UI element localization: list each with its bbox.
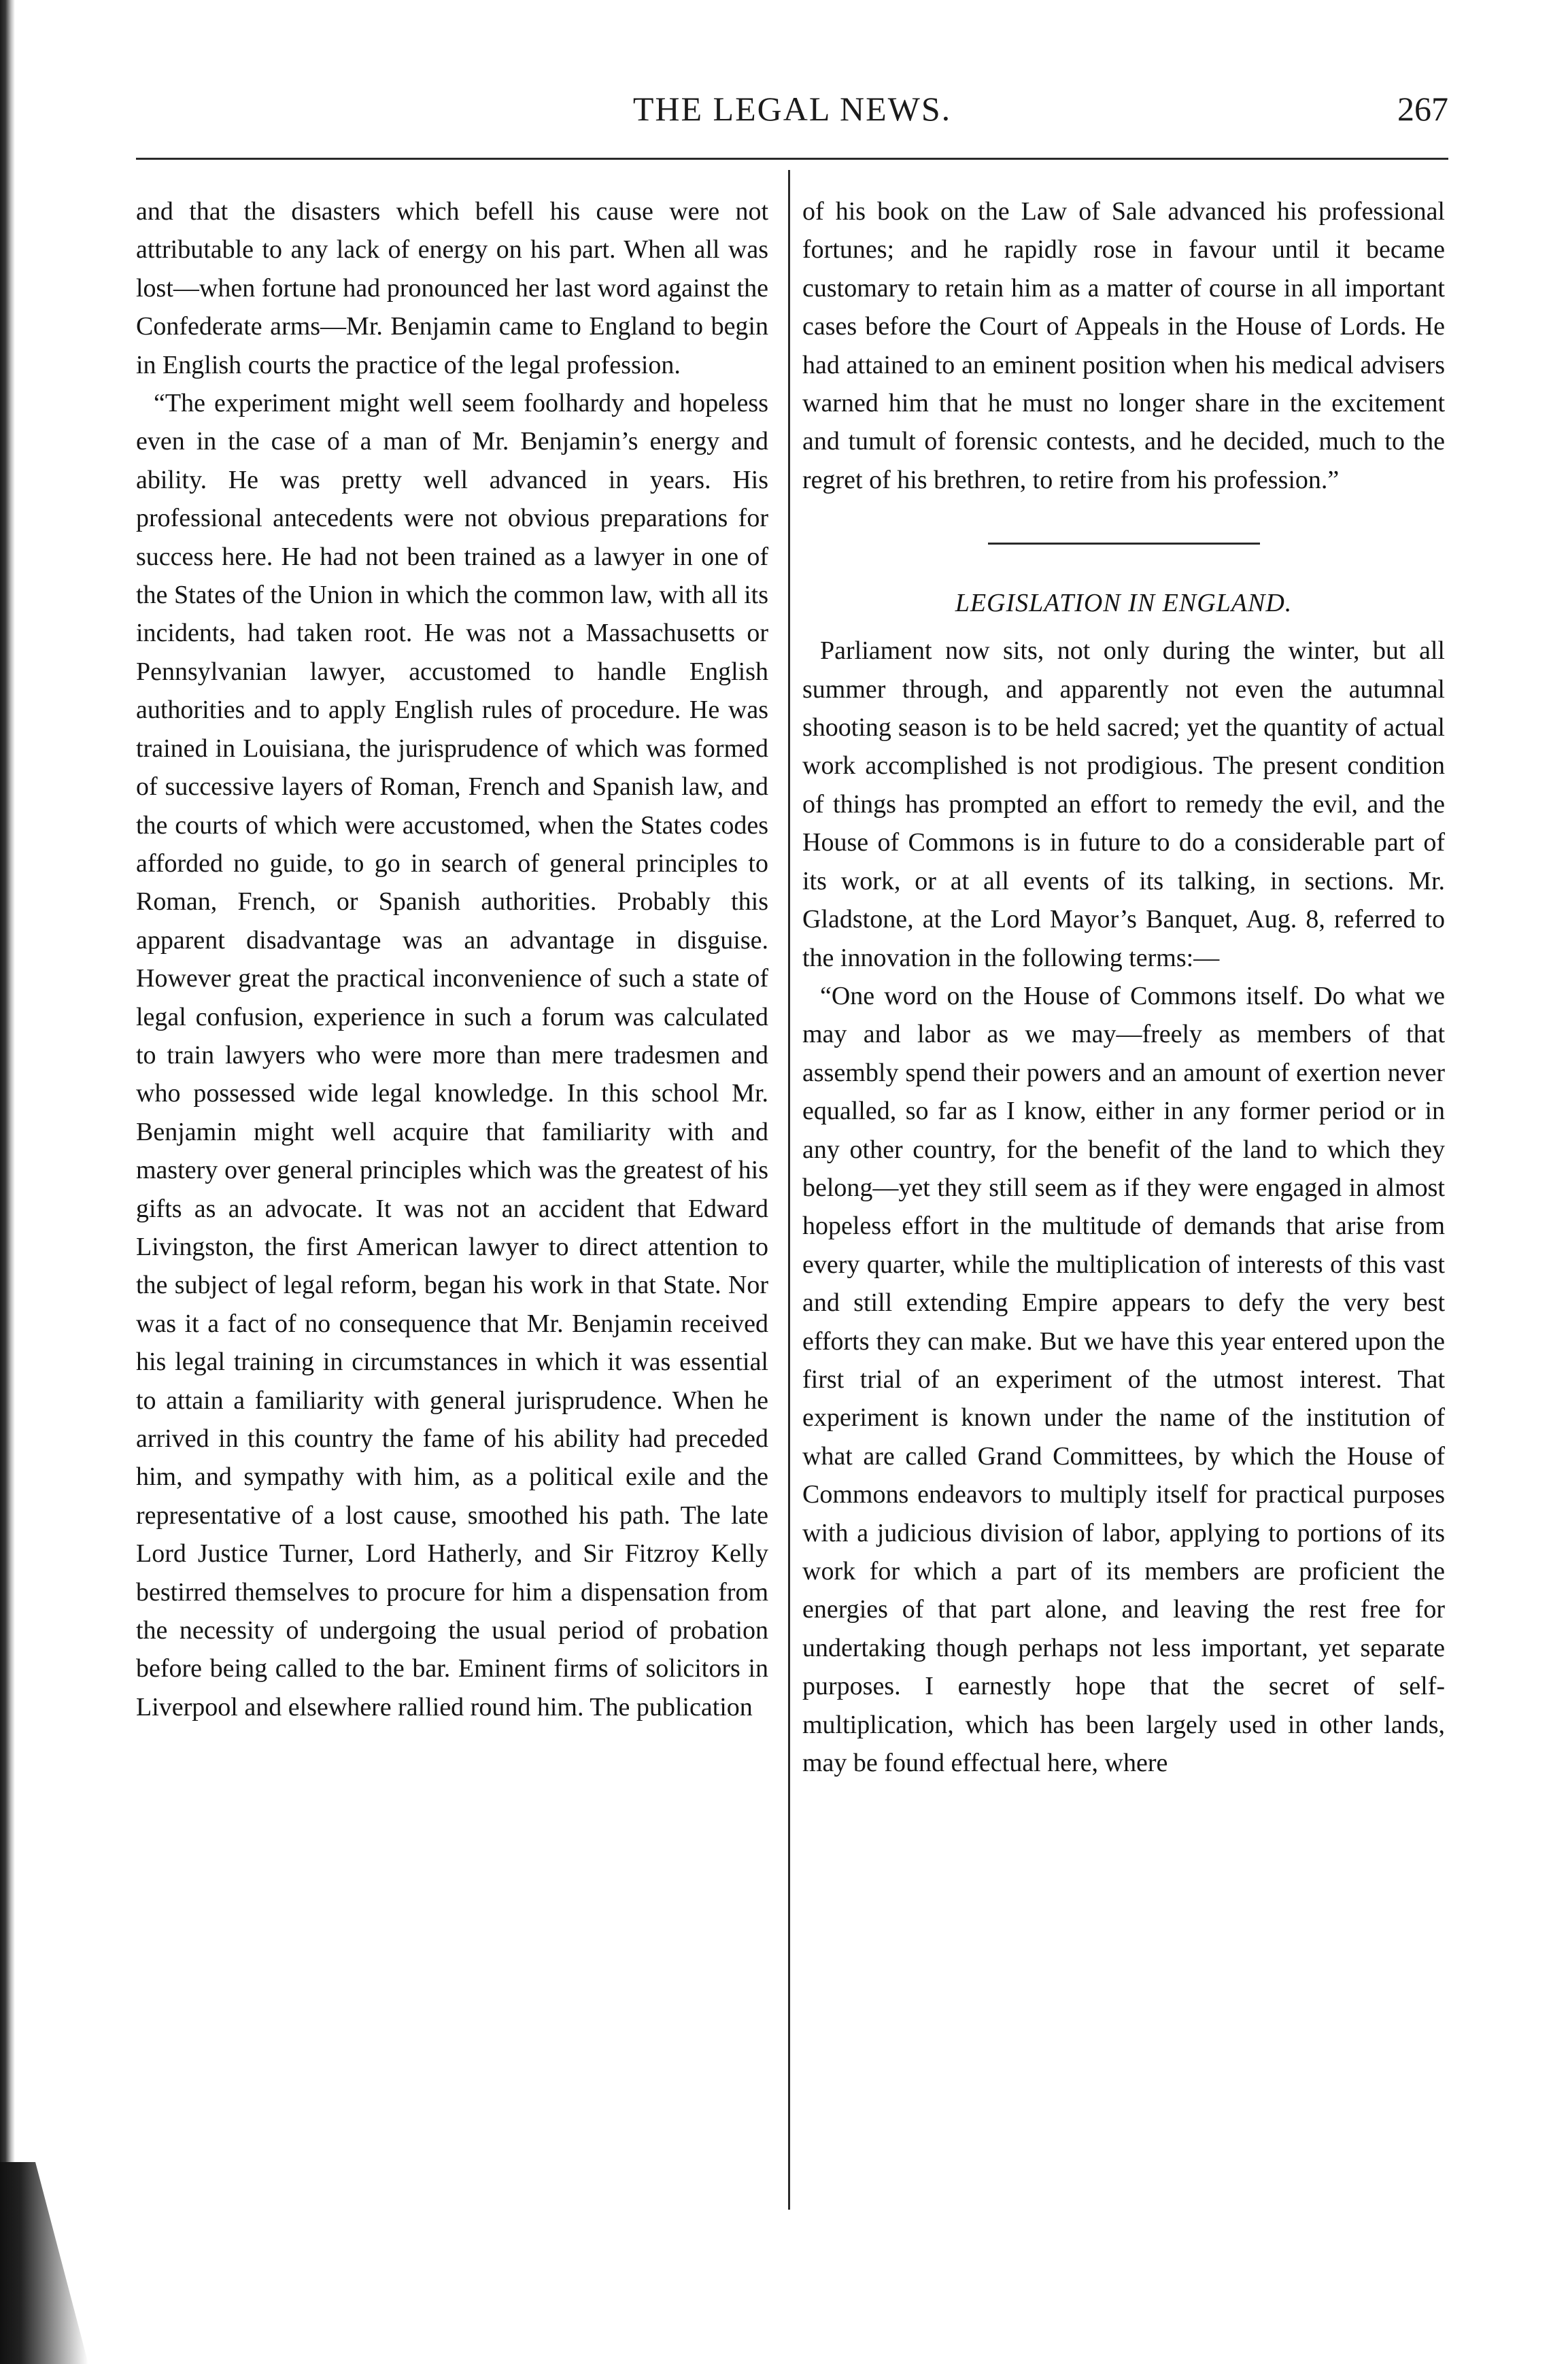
right-column [802,192,1445,1782]
running-title: THE LEGAL NEWS. [632,90,952,128]
binding-edge [0,0,15,2364]
column-divider [788,170,790,2210]
binding-shadow [0,2162,88,2364]
header-rule [136,158,1448,160]
paragraph: Parliament now sits, not only during the winter, but all summer through, and apparently not even the autumnal shooting season is to be held sacred; yet the quantity of actual work accomplished is not prodigious. The present condition of things has prompted an effort to remedy the evil, and the House of Commons is in future to do a considerable part of its work, or at all events of its talking, in sections. Mr. Gladstone, at the Lord Mayor’s Banquet, Aug. 8, referred to the innovation in the following terms:— [802,636,1445,972]
left-column [136,192,768,1726]
paragraph: and that the disasters which befell his cause were not attributable to any lack of energy on his part. When all was lost—when fortune had pronounced her last word against the Confederate arms—Mr. Benjamin came to England to begin in English courts the practice of the legal profession. [136,197,768,379]
paragraph: “The experiment might well seem foolhardy and hopeless even in the case of a man of Mr. Benjamin’s energy and ability. He was pretty well advanced in years. His professional antecedents were not obvious preparations for success here. He had not been trained as a lawyer in one of the States of the Union in which the common law, with all its incidents, had taken root. He was not a Massachusetts or Pennsylvanian lawyer, accustomed to handle English authorities and to apply English rules of procedure. He was trained in Louisiana, the jurisprudence of which was formed of successive layers of Roman, French and Spanish law, and the courts of which were accustomed, when the States codes afforded no guide, to go in search of general principles to Roman, French, or Spanish authorities. Probably this apparent disadvantage was an advantage in disguise. However great the practical inconvenience of such a state of legal confusion, experience in such a forum was calculated to train lawyers who were more than mere tradesmen and who possessed wide legal knowledge. In this school Mr. Benjamin might well acquire that familiarity with and mastery over general principles which was the greatest of his gifts as an advocate. It was not an accident that Edward Livingston, the first American lawyer to direct attention to the subject of legal reform, began his work in that State. Nor was it a fact of no consequence that Mr. Benjamin received his legal training in circumstances in which it was essential to attain a familiarity with general jurisprudence. When he arrived in this country the fame of his ability had preceded him, and sympathy with him, as a political exile and the representative of a lost cause, smoothed his path. The late Lord Justice Turner, Lord Hatherly, and Sir Fitzroy Kelly bestirred themselves to procure for him a dispensation from the necessity of undergoing the usual period of probation before being called to the bar. Eminent firms of solicitors in Liverpool and elsewhere rallied round him. The publication [136,389,768,1721]
section-rule [988,543,1260,545]
page-number: 267 [1397,90,1448,128]
section-heading: LEGISLATION IN ENGLAND. [955,589,1293,618]
page-header [136,87,1448,135]
paragraph-continued: of his book on the Law of Sale advanced his professional fortunes; and he rapidly rose in favour until it became customary to retain him as a matter of course in all important cases before the Court of Appeals in the House of Lords. He had attained to an eminent position when his medical advisers warned him that he must no longer share in the excitement and tumult of forensic contests, and he decided, much to the regret of his brethren, to retire from his profession.” [802,197,1445,494]
paragraph: “One word on the House of Commons itself. Do what we may and labor as we may—freely as members of that assembly spend their powers and an amount of exertion never equalled, so far as I know, either in any former period or in any other country, for the benefit of the land to which they belong—yet they still seem as if they were engaged in almost hopeless effort in the multitude of demands that arise from every quarter, while the multiplication of interests of this vast and still extending Empire appears to defy the very best efforts they can make. But we have this year entered upon the first trial of an experiment of the utmost interest. That experiment is known under the name of the institution of what are called Grand Committees, by which the House of Commons endeavors to multiply itself for practical purposes with a judicious division of labor, applying to portions of its work for which a part of its members are proficient the energies of that part alone, and leaving the rest free for undertaking though perhaps not less important, yet separate purposes. I earnestly hope that the secret of self-multiplication, which has been largely used in other lands, may be found effectual here, where [802,981,1445,1778]
